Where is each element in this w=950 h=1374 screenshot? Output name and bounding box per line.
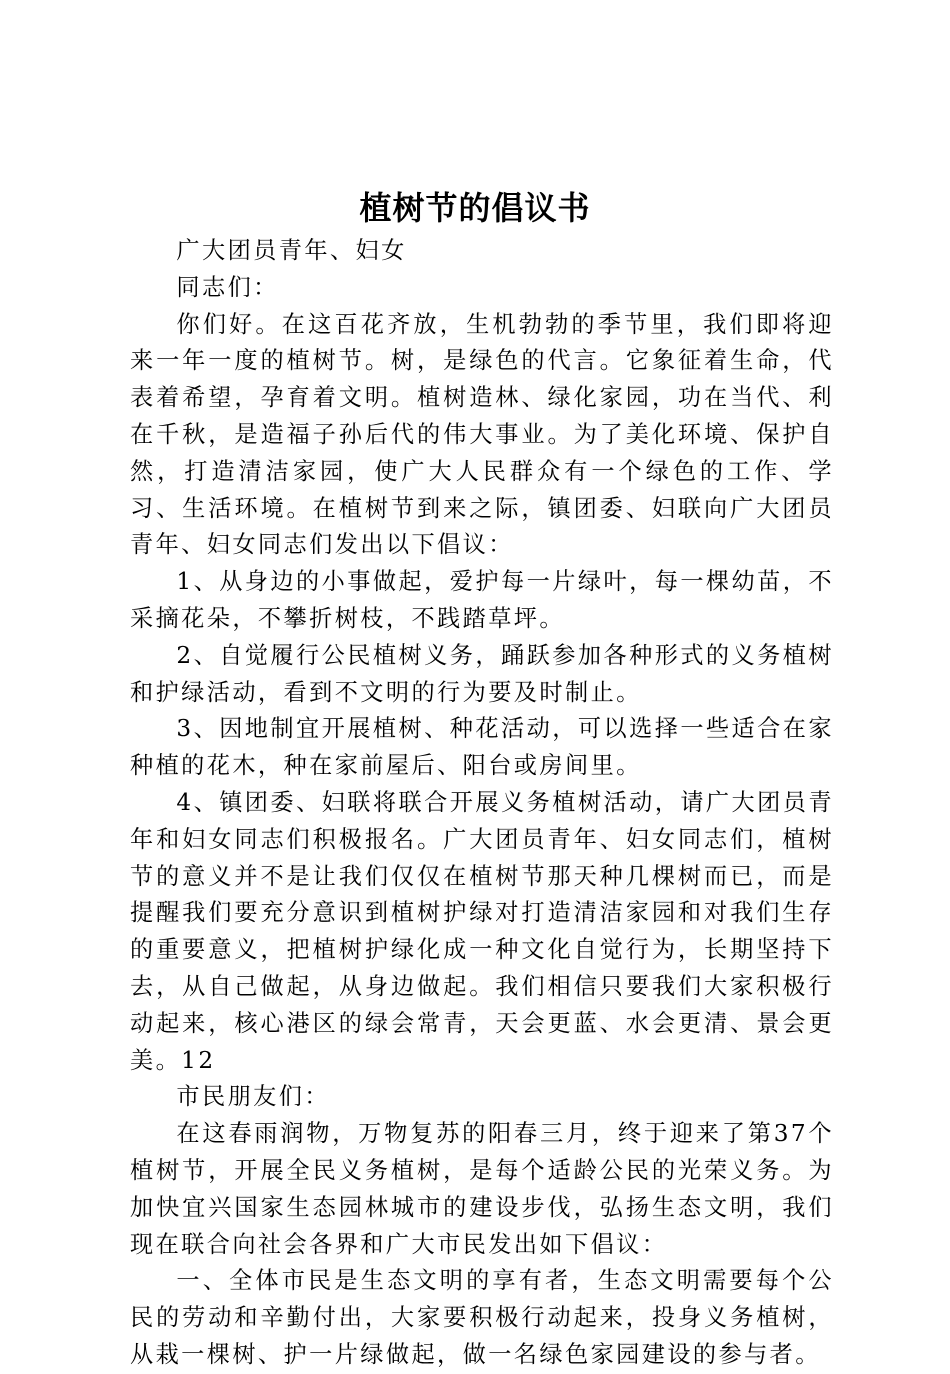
citizens-proposal-1: 一、全体市民是生态文明的享有者，生态文明需要每个公民的劳动和辛勤付出，大家要积极行动起来，投身义务植树，从栽一棵树、护一片绿做起，做一名绿色家园建设的参与者。 bbox=[130, 1267, 834, 1368]
proposal-item-3: 3、因地制宜开展植树、种花活动，可以选择一些适合在家种植的花木，种在家前屋后、阳台或房间里。 bbox=[130, 715, 834, 780]
intro-paragraph: 你们好。在这百花齐放，生机勃勃的季节里，我们即将迎来一年一度的植树节。树，是绿色的代言。它象征着生命，代表着希望，孕育着文明。植树造林、绿化家园，功在当代、利在千秋，是造福子孙后代的伟大事业。为了美化环境、保护自然，打造清洁家园，使广大人民群众有一个绿色的工作、学习、生活环境。在植树节到来之际，镇团委、妇联向广大团员青年、妇女同志们发出以下倡议： bbox=[130, 310, 834, 559]
salutation-line-2: 同志们： bbox=[176, 273, 279, 301]
citizens-intro-paragraph: 在这春雨润物，万物复苏的阳春三月，终于迎来了第37个植树节，开展全民义务植树，是每个适龄公民的光荣义务。为加快宜兴国家生态园林城市的建设步伐，弘扬生态文明，我们现在联合向社会各界和广大市民发出如下倡议： bbox=[130, 1120, 834, 1258]
salutation-citizens: 市民朋友们： bbox=[176, 1083, 330, 1111]
proposal-item-1: 1、从身边的小事做起，爱护每一片绿叶，每一棵幼苗，不采摘花朵，不攀折树枝，不践踏草坪。 bbox=[130, 568, 834, 632]
proposal-item-4: 4、镇团委、妇联将联合开展义务植树活动，请广大团员青年和妇女同志们积极报名。广大团员青年、妇女同志们，植树节的意义并不是让我们仅仅在植树节那天种几棵树而已，而是提醒我们要充分意识到植树护绿对打造清洁家园和对我们生存的重要意义，把植树护绿化成一种文化自觉行为，长期坚持下去，从自己做起，从身边做起。我们相信只要我们大家积极行动起来，核心港区的绿会常青，天会更蓝、水会更清、景会更美。12 bbox=[130, 788, 834, 1074]
document-body bbox=[130, 233, 834, 1374]
document-title: 植树节的倡议书 bbox=[359, 189, 591, 227]
proposal-item-2: 2、自觉履行公民植树义务，踊跃参加各种形式的义务植树和护绿活动，看到不文明的行为要及时制止。 bbox=[130, 641, 834, 706]
salutation-line-1: 广大团员青年、妇女 bbox=[176, 237, 407, 264]
